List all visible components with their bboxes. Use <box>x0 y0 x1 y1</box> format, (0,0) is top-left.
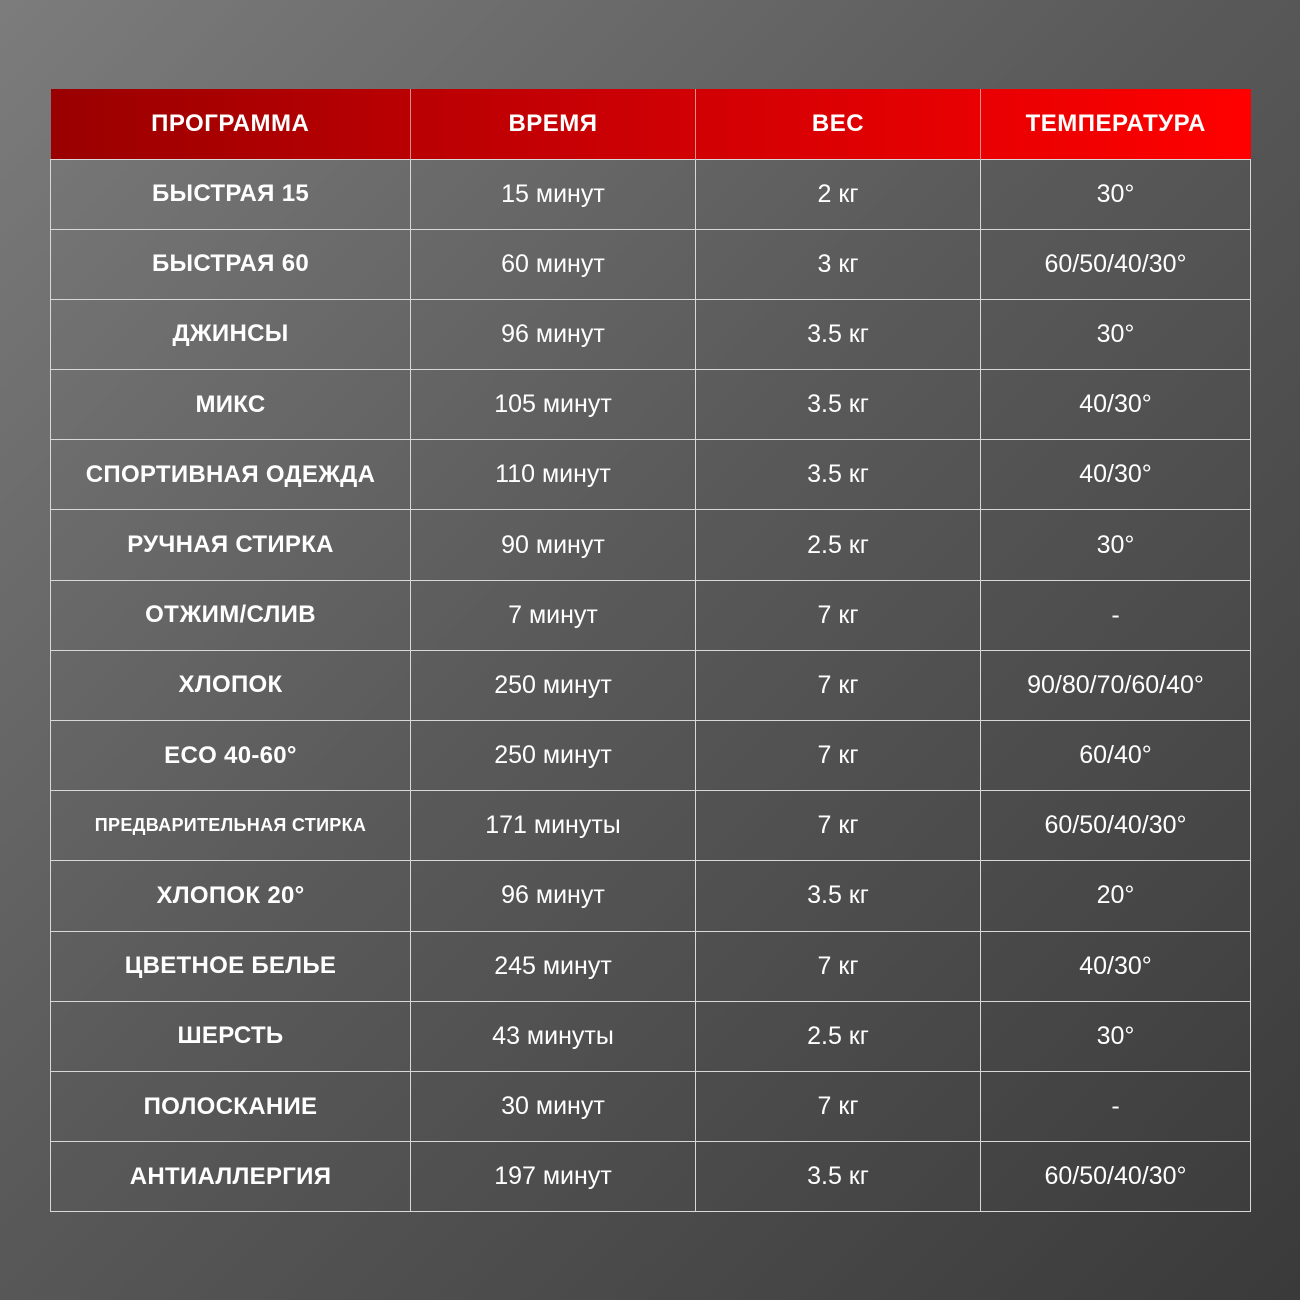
cell-time: 110 минут <box>411 440 696 510</box>
cell-weight: 3 кг <box>696 229 981 299</box>
table-row <box>51 1142 1251 1212</box>
programs-table <box>50 89 1251 1212</box>
table-row <box>51 370 1251 440</box>
table-row <box>51 931 1251 1001</box>
cell-weight: 7 кг <box>696 1071 981 1141</box>
table-body <box>51 159 1251 1212</box>
table-row <box>51 440 1251 510</box>
cell-temperature: 60/50/40/30° <box>981 1142 1251 1212</box>
header-program: ПРОГРАММА <box>51 89 411 159</box>
cell-program: СПОРТИВНАЯ ОДЕЖДА <box>51 440 411 510</box>
cell-program: ХЛОПОК <box>51 650 411 720</box>
cell-temperature: 20° <box>981 861 1251 931</box>
header-row <box>51 89 1251 159</box>
table-header <box>51 89 1251 159</box>
table-row <box>51 299 1251 369</box>
cell-temperature: 30° <box>981 510 1251 580</box>
cell-temperature: 30° <box>981 159 1251 229</box>
cell-temperature: 60/50/40/30° <box>981 229 1251 299</box>
cell-program: БЫСТРАЯ 15 <box>51 159 411 229</box>
cell-time: 7 минут <box>411 580 696 650</box>
table-row <box>51 510 1251 580</box>
cell-time: 171 минуты <box>411 791 696 861</box>
table-row <box>51 791 1251 861</box>
cell-temperature: 30° <box>981 1001 1251 1071</box>
cell-time: 43 минуты <box>411 1001 696 1071</box>
table-row <box>51 650 1251 720</box>
cell-time: 60 минут <box>411 229 696 299</box>
table-row <box>51 721 1251 791</box>
cell-time: 90 минут <box>411 510 696 580</box>
cell-program: РУЧНАЯ СТИРКА <box>51 510 411 580</box>
cell-program: ПОЛОСКАНИЕ <box>51 1071 411 1141</box>
cell-program: ХЛОПОК 20° <box>51 861 411 931</box>
cell-time: 15 минут <box>411 159 696 229</box>
programs-table-wrap <box>50 89 1250 1212</box>
cell-time: 197 минут <box>411 1142 696 1212</box>
cell-temperature: 40/30° <box>981 931 1251 1001</box>
cell-weight: 3.5 кг <box>696 1142 981 1212</box>
cell-program: ПРЕДВАРИТЕЛЬНАЯ СТИРКА <box>51 791 411 861</box>
cell-temperature: 40/30° <box>981 440 1251 510</box>
cell-time: 96 минут <box>411 299 696 369</box>
cell-program: БЫСТРАЯ 60 <box>51 229 411 299</box>
cell-weight: 3.5 кг <box>696 370 981 440</box>
cell-program: АНТИАЛЛЕРГИЯ <box>51 1142 411 1212</box>
table-row <box>51 229 1251 299</box>
cell-weight: 2.5 кг <box>696 510 981 580</box>
cell-weight: 7 кг <box>696 650 981 720</box>
cell-weight: 7 кг <box>696 791 981 861</box>
table-row <box>51 1071 1251 1141</box>
cell-program: ОТЖИМ/СЛИВ <box>51 580 411 650</box>
cell-time: 30 минут <box>411 1071 696 1141</box>
cell-time: 245 минут <box>411 931 696 1001</box>
table-row <box>51 580 1251 650</box>
cell-weight: 2 кг <box>696 159 981 229</box>
cell-weight: 3.5 кг <box>696 440 981 510</box>
cell-temperature: 60/50/40/30° <box>981 791 1251 861</box>
cell-program: ЦВЕТНОЕ БЕЛЬЕ <box>51 931 411 1001</box>
cell-temperature: 90/80/70/60/40° <box>981 650 1251 720</box>
cell-temperature: - <box>981 580 1251 650</box>
cell-time: 250 минут <box>411 650 696 720</box>
cell-temperature: - <box>981 1071 1251 1141</box>
table-row <box>51 1001 1251 1071</box>
cell-program: ДЖИНСЫ <box>51 299 411 369</box>
cell-time: 250 минут <box>411 721 696 791</box>
header-weight: ВЕС <box>696 89 981 159</box>
cell-time: 105 минут <box>411 370 696 440</box>
table-row <box>51 159 1251 229</box>
cell-weight: 7 кг <box>696 931 981 1001</box>
cell-weight: 7 кг <box>696 580 981 650</box>
table-row <box>51 861 1251 931</box>
cell-time: 96 минут <box>411 861 696 931</box>
header-temperature: ТЕМПЕРАТУРА <box>1025 109 1206 137</box>
header-time: ВРЕМЯ <box>411 89 696 159</box>
cell-weight: 3.5 кг <box>696 299 981 369</box>
cell-program: МИКС <box>51 370 411 440</box>
cell-program: ECO 40-60° <box>51 721 411 791</box>
cell-temperature: 60/40° <box>981 721 1251 791</box>
cell-temperature: 40/30° <box>981 370 1251 440</box>
cell-weight: 7 кг <box>696 721 981 791</box>
cell-program: ШЕРСТЬ <box>51 1001 411 1071</box>
cell-weight: 2.5 кг <box>696 1001 981 1071</box>
cell-weight: 3.5 кг <box>696 861 981 931</box>
cell-temperature: 30° <box>981 299 1251 369</box>
